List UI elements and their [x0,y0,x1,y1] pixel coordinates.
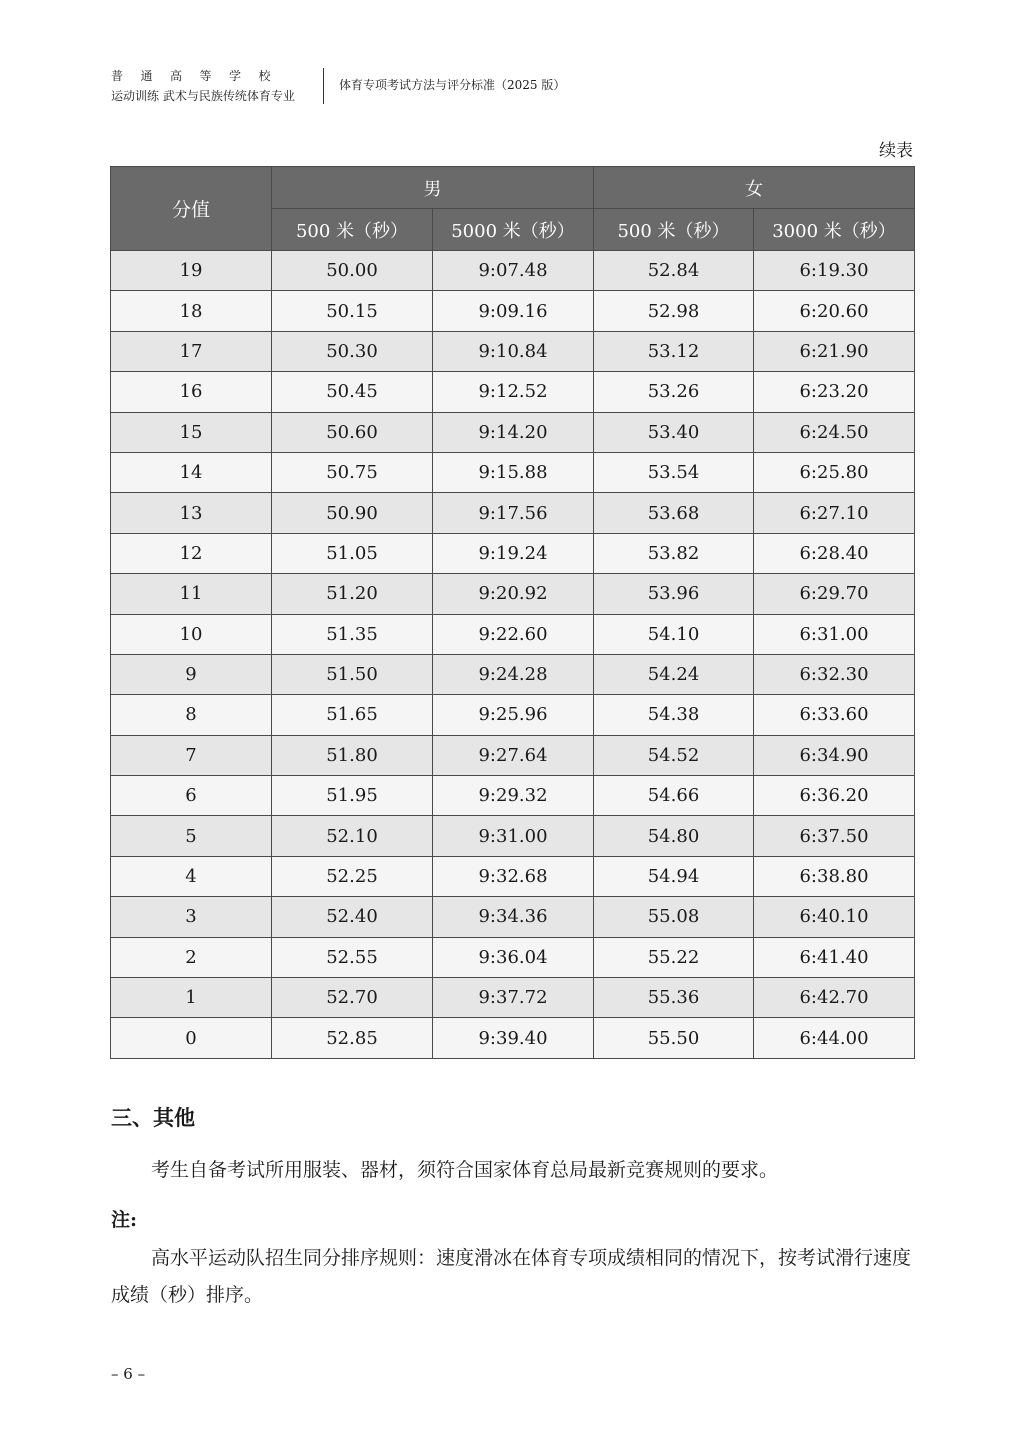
header-male-500m: 500 米（秒） [272,209,433,251]
table-cell: 55.36 [594,978,754,1018]
table-cell: 9:32.68 [433,856,594,896]
table-cell: 53.12 [594,331,754,371]
table-cell: 6:36.20 [754,776,915,816]
continued-label: 续表 [879,141,913,161]
header-female-3000m: 3000 米（秒） [754,209,915,251]
table-cell: 54.38 [594,695,754,735]
table-row [111,452,915,492]
table-row [111,291,915,331]
table-cell: 9:36.04 [433,937,594,977]
table-cell: 52.98 [594,291,754,331]
table-row [111,533,915,573]
table-cell: 6:31.00 [754,614,915,654]
table-cell: 50.15 [272,291,433,331]
page-number: – 6 – [111,1365,146,1383]
table-cell: 6:27.10 [754,493,915,533]
table-cell: 9:34.36 [433,897,594,937]
table-cell: 51.35 [272,614,433,654]
table-cell: 51.50 [272,654,433,694]
table-cell: 53.54 [594,452,754,492]
table-cell: 6:20.60 [754,291,915,331]
table-cell: 12 [111,533,272,573]
table-cell: 19 [111,251,272,291]
header-divider [323,68,324,104]
table-row [111,493,915,533]
table-row [111,816,915,856]
table-cell: 55.50 [594,1018,754,1058]
table-cell: 9:10.84 [433,331,594,371]
table-cell: 9:27.64 [433,735,594,775]
table-cell: 6:33.60 [754,695,915,735]
table-cell: 54.66 [594,776,754,816]
table-cell: 8 [111,695,272,735]
table-cell: 6:28.40 [754,533,915,573]
table-cell: 51.05 [272,533,433,573]
table-cell: 52.25 [272,856,433,896]
table-row [111,1018,915,1058]
table-row [111,695,915,735]
table-row [111,654,915,694]
table-cell: 50.75 [272,452,433,492]
table-cell: 17 [111,331,272,371]
header-left [111,66,311,106]
table-cell: 9:31.00 [433,816,594,856]
table-cell: 6:24.50 [754,412,915,452]
table-cell: 55.22 [594,937,754,977]
header-major: 运动训练 武术与民族传统体育专业 [111,89,295,103]
table-cell: 9:39.40 [433,1018,594,1058]
header-group-female: 女 [594,167,915,209]
table-cell: 54.24 [594,654,754,694]
table-cell: 6:21.90 [754,331,915,371]
table-cell: 9:07.48 [433,251,594,291]
table-cell: 50.00 [272,251,433,291]
note-label: 注: [111,1209,138,1231]
table-row [111,251,915,291]
table-cell: 52.55 [272,937,433,977]
table-cell: 6:38.80 [754,856,915,896]
table-cell: 2 [111,937,272,977]
table-cell: 0 [111,1018,272,1058]
table-cell: 55.08 [594,897,754,937]
table-cell: 9:14.20 [433,412,594,452]
table-cell: 11 [111,574,272,614]
table-cell: 3 [111,897,272,937]
table-row [111,937,915,977]
table-cell: 50.90 [272,493,433,533]
table-group-header-row [111,167,915,209]
table-cell: 9 [111,654,272,694]
table-cell: 54.52 [594,735,754,775]
table-cell: 6:34.90 [754,735,915,775]
table-cell: 54.94 [594,856,754,896]
table-cell: 6:40.10 [754,897,915,937]
table-cell: 6:37.50 [754,816,915,856]
table-cell: 14 [111,452,272,492]
table-row [111,331,915,371]
table-cell: 9:20.92 [433,574,594,614]
table-cell: 9:19.24 [433,533,594,573]
header-female-500m: 500 米（秒） [594,209,754,251]
table-cell: 4 [111,856,272,896]
score-table [110,166,915,1059]
table-cell: 6:29.70 [754,574,915,614]
table-cell: 51.80 [272,735,433,775]
table-cell: 6:41.40 [754,937,915,977]
table-cell: 9:09.16 [433,291,594,331]
table-cell: 54.10 [594,614,754,654]
table-cell: 18 [111,291,272,331]
header-group-male: 男 [272,167,594,209]
table-row [111,372,915,412]
table-row [111,856,915,896]
table-row [111,614,915,654]
table-row [111,412,915,452]
table-cell: 9:22.60 [433,614,594,654]
table-cell: 51.20 [272,574,433,614]
table-cell: 9:15.88 [433,452,594,492]
table-cell: 53.26 [594,372,754,412]
table-cell: 53.68 [594,493,754,533]
table-row [111,574,915,614]
table-cell: 50.30 [272,331,433,371]
table-cell: 1 [111,978,272,1018]
table-row [111,735,915,775]
table-cell: 51.95 [272,776,433,816]
header-score-value: 分值 [111,167,272,251]
table-cell: 9:37.72 [433,978,594,1018]
table-cell: 52.70 [272,978,433,1018]
table-cell: 52.84 [594,251,754,291]
table-cell: 9:29.32 [433,776,594,816]
table-cell: 52.85 [272,1018,433,1058]
table-cell: 6:32.30 [754,654,915,694]
header-school-type: 普通高等学校 [111,69,289,83]
table-cell: 52.40 [272,897,433,937]
table-cell: 9:12.52 [433,372,594,412]
table-cell: 6:42.70 [754,978,915,1018]
section-paragraph: 考生自备考试所用服装、器材，须符合国家体育总局最新竞赛规则的要求。 [151,1159,779,1181]
table-cell: 7 [111,735,272,775]
table-cell: 16 [111,372,272,412]
table-cell: 6:23.20 [754,372,915,412]
table-cell: 5 [111,816,272,856]
table-row [111,978,915,1018]
table-cell: 53.40 [594,412,754,452]
table-cell: 10 [111,614,272,654]
table-cell: 51.65 [272,695,433,735]
header-title: 体育专项考试方法与评分标准（2025 版） [339,78,566,92]
table-row [111,897,915,937]
table-cell: 50.45 [272,372,433,412]
table-cell: 6:25.80 [754,452,915,492]
table-cell: 53.96 [594,574,754,614]
table-cell: 53.82 [594,533,754,573]
table-body [111,251,915,1059]
table-cell: 52.10 [272,816,433,856]
table-cell: 15 [111,412,272,452]
note-text: 高水平运动队招生同分排序规则：速度滑冰在体育专项成绩相同的情况下，按考试滑行速度成绩（秒）排序。 [111,1247,912,1306]
section-title: 三、其他 [111,1105,195,1130]
header-male-5000m: 5000 米（秒） [433,209,594,251]
table-cell: 9:17.56 [433,493,594,533]
table-cell: 50.60 [272,412,433,452]
table-row [111,776,915,816]
table-cell: 9:25.96 [433,695,594,735]
table-cell: 13 [111,493,272,533]
table-cell: 6:19.30 [754,251,915,291]
table-cell: 6:44.00 [754,1018,915,1058]
table-cell: 9:24.28 [433,654,594,694]
table-cell: 6 [111,776,272,816]
table-cell: 54.80 [594,816,754,856]
